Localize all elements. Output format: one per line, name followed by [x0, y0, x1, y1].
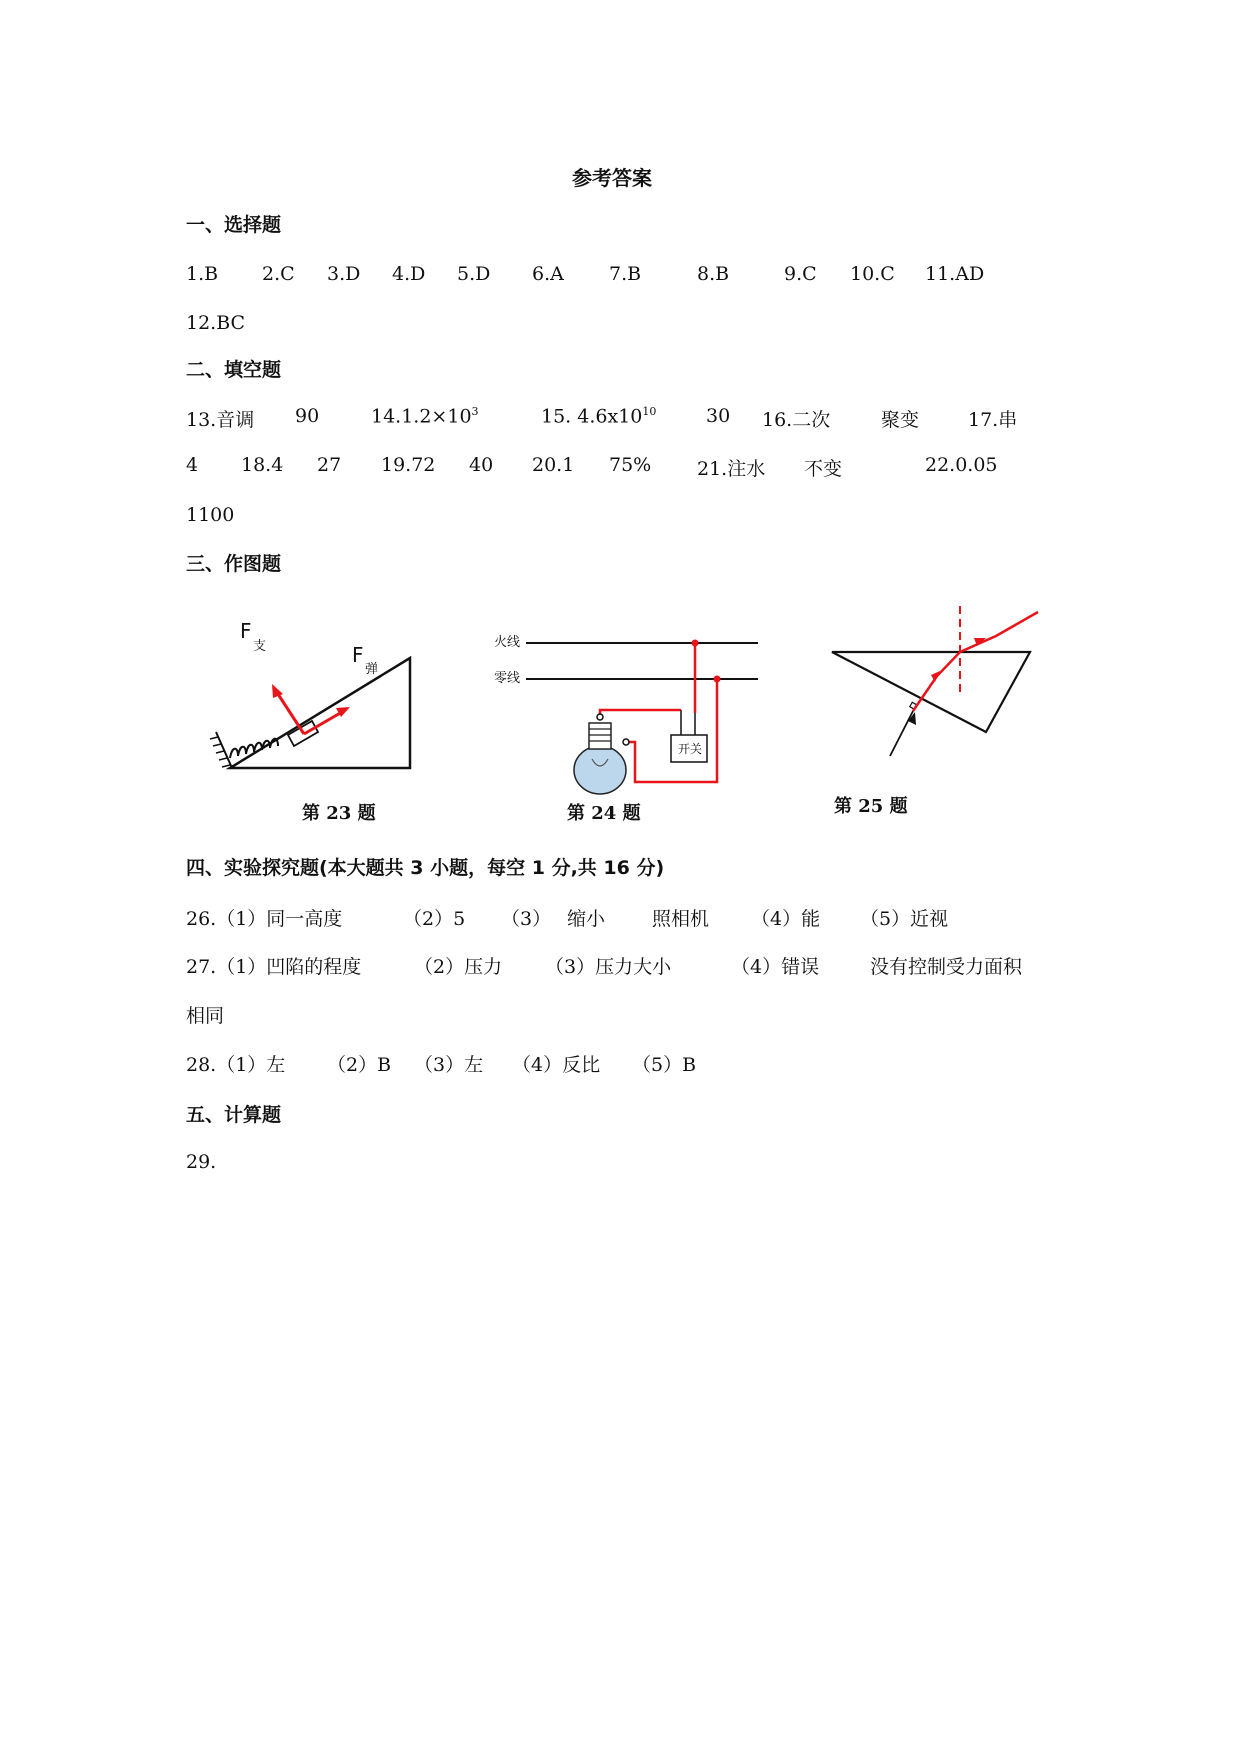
answer-17b: 4	[186, 454, 199, 476]
answer-27-4: （4）错误	[731, 956, 820, 978]
answer-10: 10.C	[850, 263, 895, 285]
answer-18b: 27	[317, 454, 342, 476]
answer-22: 22.0.05	[925, 454, 998, 476]
answer-26-3b: 照相机	[652, 908, 710, 930]
answer-16: 16.二次	[762, 409, 831, 431]
answer-27-continued: 相同	[186, 1005, 225, 1027]
answer-16b: 聚变	[881, 409, 920, 431]
answer-11: 11.AD	[925, 263, 985, 285]
section-heading-fill: 二、填空题	[186, 359, 282, 381]
light-ray	[890, 711, 916, 756]
answer-18: 18.4	[241, 454, 284, 476]
section-heading-choice: 一、选择题	[186, 214, 282, 236]
answer-26-2: （2）5	[403, 908, 466, 930]
answer-21b: 不变	[804, 458, 843, 480]
answer-19: 19.72	[381, 454, 436, 476]
section-heading-calculation: 五、计算题	[186, 1104, 282, 1126]
figure-24-diagram	[490, 625, 770, 805]
f-support-subscript: 支	[253, 639, 267, 654]
wall-line	[216, 732, 232, 768]
neutral-wire-label: 零线	[494, 671, 521, 686]
figure-24-caption: 第 24 题	[567, 803, 641, 824]
answer-26-3: （3）	[501, 908, 552, 930]
answer-4: 4.D	[392, 263, 426, 285]
answer-26-5: （5）近视	[860, 908, 949, 930]
answer-26-1: 26.（1）同一高度	[186, 908, 343, 930]
spring-force-arrow	[304, 707, 350, 734]
switch-label: 开关	[678, 742, 703, 756]
answer-13b: 90	[295, 405, 320, 427]
section-heading-experiment: 四、实验探究题(本大题共 3 小题，每空 1 分,共 16 分)	[186, 857, 665, 879]
neutral-junction	[714, 676, 721, 683]
answer-8: 8.B	[697, 263, 730, 285]
answer-27-1: 27.（1）凹陷的程度	[186, 956, 362, 978]
answer-28-2: （2）B	[327, 1054, 392, 1076]
answer-21: 21.注水	[697, 458, 766, 480]
answer-6: 6.A	[532, 263, 564, 285]
page-title: 参考答案	[572, 166, 652, 190]
answer-3: 3.D	[327, 263, 361, 285]
answer-28-4: （4）反比	[512, 1054, 601, 1076]
answer-22b: 1100	[186, 504, 235, 526]
answer-14: $14.1.2\times 10^3$	[371, 405, 479, 428]
answer-17: 17.串	[968, 409, 1018, 431]
answer-27-3: （3）压力大小	[545, 956, 672, 978]
answer-1: 1.B	[186, 263, 219, 285]
answer-5: 5.D	[457, 263, 491, 285]
answer-9: 9.C	[784, 263, 817, 285]
answer-29: 29.	[186, 1151, 217, 1173]
answer-27-4b: 没有控制受力面积	[870, 956, 1023, 978]
figure-23-caption: 第 23 题	[302, 803, 376, 824]
spring-coil	[230, 739, 278, 758]
answer-26-3a: 缩小	[567, 908, 606, 930]
answer-27-2: （2）压力	[414, 956, 503, 978]
answer-13: 13.音调	[186, 409, 255, 431]
live-junction	[692, 640, 699, 647]
live-wire-label: 火线	[494, 635, 521, 650]
figure-25-caption: 第 25 题	[834, 796, 908, 817]
bulb-side-terminal	[623, 739, 629, 745]
light-bulb	[574, 723, 626, 794]
answer-28-5: （5）B	[632, 1054, 697, 1076]
figure-25-diagram	[820, 600, 1060, 780]
answer-15b: 30	[706, 405, 731, 427]
answer-15: 15. $4.6x10^{10}$	[541, 405, 657, 428]
answer-26-4: （4）能	[751, 908, 821, 930]
answer-20b: 75%	[609, 454, 652, 476]
answer-2: 2.C	[262, 263, 295, 285]
prism-triangle	[832, 652, 1030, 732]
f-spring-label: F	[352, 643, 364, 667]
section-heading-drawing: 三、作图题	[186, 553, 282, 575]
f-spring-subscript: 弹	[365, 662, 379, 677]
answer-28-3: （3）左	[414, 1054, 484, 1076]
support-force-arrow	[272, 684, 304, 734]
incline-triangle	[230, 658, 410, 768]
answer-7: 7.B	[609, 263, 642, 285]
figure-23-diagram	[200, 620, 430, 790]
bulb-top-terminal	[597, 714, 603, 720]
answer-20: 20.1	[532, 454, 575, 476]
answer-12: 12.BC	[186, 312, 246, 334]
refracted-ray	[913, 612, 1038, 711]
f-support-label: F	[240, 620, 252, 643]
answer-28-1: 28.（1）左	[186, 1054, 286, 1076]
answer-19b: 40	[469, 454, 494, 476]
